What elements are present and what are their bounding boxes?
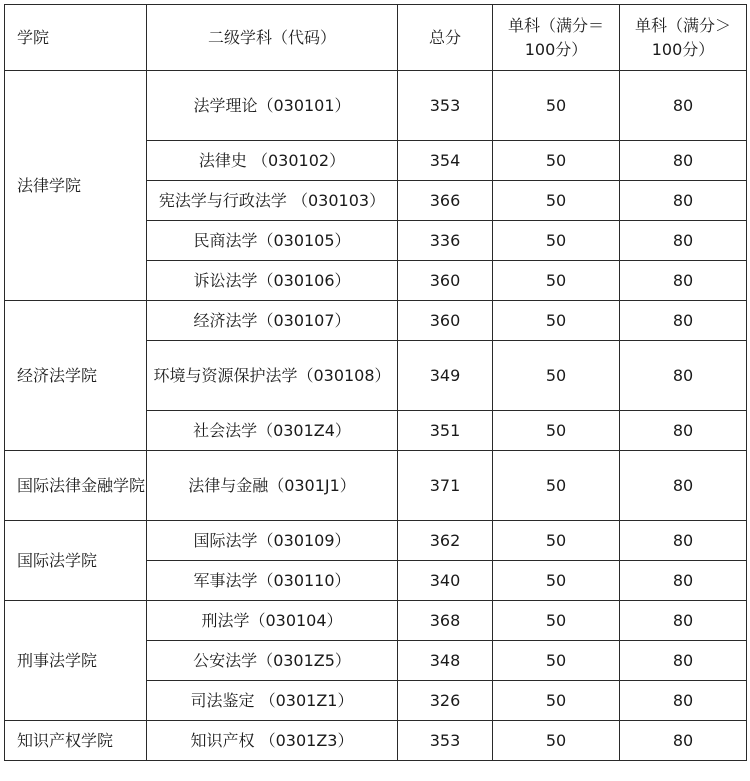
- single-eq-cell: 50: [493, 561, 620, 601]
- subject-cell: 法律与金融（0301J1）: [147, 451, 398, 521]
- single-eq-cell: 50: [493, 341, 620, 411]
- total-cell: 349: [398, 341, 493, 411]
- total-cell: 348: [398, 641, 493, 681]
- single-eq-cell: 50: [493, 221, 620, 261]
- total-cell: 366: [398, 181, 493, 221]
- total-cell: 354: [398, 141, 493, 181]
- single-gt-cell: 80: [620, 221, 747, 261]
- single-gt-cell: 80: [620, 71, 747, 141]
- college-cell: 国际法学院: [5, 521, 147, 601]
- single-eq-cell: 50: [493, 411, 620, 451]
- subject-cell: 经济法学（030107）: [147, 301, 398, 341]
- total-cell: 360: [398, 301, 493, 341]
- score-table: [4, 4, 747, 761]
- subject-cell: 法律史 （030102）: [147, 141, 398, 181]
- table-row: [5, 601, 747, 641]
- college-cell: 国际法律金融学院: [5, 451, 147, 521]
- header-row: [5, 5, 747, 71]
- single-gt-cell: 80: [620, 561, 747, 601]
- single-eq-cell: 50: [493, 601, 620, 641]
- total-cell: 351: [398, 411, 493, 451]
- single-gt-cell: 80: [620, 261, 747, 301]
- subject-cell: 社会法学（0301Z4）: [147, 411, 398, 451]
- table-row: [5, 721, 747, 761]
- total-cell: 362: [398, 521, 493, 561]
- subject-cell: 公安法学（0301Z5）: [147, 641, 398, 681]
- subject-cell: 知识产权 （0301Z3）: [147, 721, 398, 761]
- total-cell: 340: [398, 561, 493, 601]
- single-gt-cell: 80: [620, 681, 747, 721]
- total-cell: 353: [398, 71, 493, 141]
- single-gt-cell: 80: [620, 521, 747, 561]
- subject-cell: 刑法学（030104）: [147, 601, 398, 641]
- single-eq-cell: 50: [493, 141, 620, 181]
- header-college: 学院: [5, 5, 147, 71]
- single-eq-cell: 50: [493, 521, 620, 561]
- subject-cell: 国际法学（030109）: [147, 521, 398, 561]
- table-row: [5, 521, 747, 561]
- subject-cell: 宪法学与行政法学 （030103）: [147, 181, 398, 221]
- single-eq-cell: 50: [493, 641, 620, 681]
- single-eq-cell: 50: [493, 681, 620, 721]
- total-cell: 353: [398, 721, 493, 761]
- single-gt-cell: 80: [620, 721, 747, 761]
- subject-cell: 民商法学（030105）: [147, 221, 398, 261]
- single-gt-cell: 80: [620, 181, 747, 221]
- single-eq-cell: 50: [493, 721, 620, 761]
- subject-cell: 军事法学（030110）: [147, 561, 398, 601]
- single-gt-cell: 80: [620, 641, 747, 681]
- header-single-eq: 单科（满分＝100分）: [493, 5, 620, 71]
- single-eq-cell: 50: [493, 301, 620, 341]
- single-gt-cell: 80: [620, 601, 747, 641]
- total-cell: 326: [398, 681, 493, 721]
- college-cell: 知识产权学院: [5, 721, 147, 761]
- header-subject: 二级学科（代码）: [147, 5, 398, 71]
- single-eq-cell: 50: [493, 261, 620, 301]
- subject-cell: 法学理论（030101）: [147, 71, 398, 141]
- total-cell: 360: [398, 261, 493, 301]
- total-cell: 336: [398, 221, 493, 261]
- header-single-gt: 单科（满分＞100分）: [620, 5, 747, 71]
- single-gt-cell: 80: [620, 301, 747, 341]
- table-row: [5, 451, 747, 521]
- table-row: [5, 301, 747, 341]
- single-gt-cell: 80: [620, 451, 747, 521]
- total-cell: 371: [398, 451, 493, 521]
- subject-cell: 诉讼法学（030106）: [147, 261, 398, 301]
- subject-cell: 环境与资源保护法学（030108）: [147, 341, 398, 411]
- single-eq-cell: 50: [493, 71, 620, 141]
- header-total: 总分: [398, 5, 493, 71]
- single-eq-cell: 50: [493, 181, 620, 221]
- single-gt-cell: 80: [620, 411, 747, 451]
- subject-cell: 司法鉴定 （0301Z1）: [147, 681, 398, 721]
- college-cell: 经济法学院: [5, 301, 147, 451]
- total-cell: 368: [398, 601, 493, 641]
- table-row: [5, 71, 747, 141]
- college-cell: 法律学院: [5, 71, 147, 301]
- single-gt-cell: 80: [620, 141, 747, 181]
- single-eq-cell: 50: [493, 451, 620, 521]
- college-cell: 刑事法学院: [5, 601, 147, 721]
- single-gt-cell: 80: [620, 341, 747, 411]
